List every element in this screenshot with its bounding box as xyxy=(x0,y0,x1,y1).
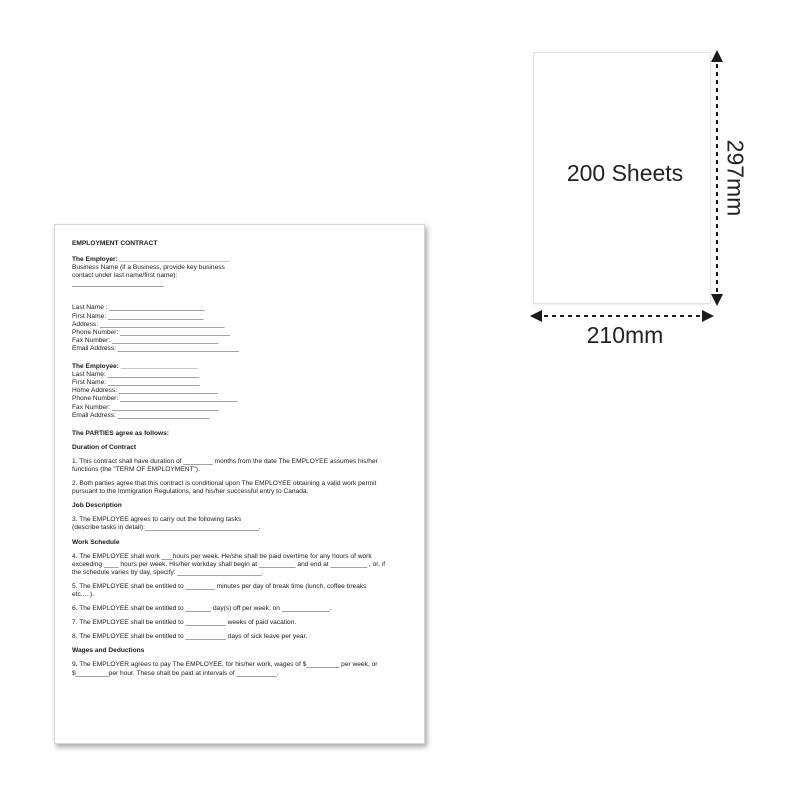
clause-1-line-1: 1. This contract shall have duration of ________ months from the date The EMPLOYEE assumes his/her xyxy=(72,457,378,465)
employee-first-name: First Name: _________________________ xyxy=(72,379,200,387)
clause-1-line-2: functions (the "TERM OF EMPLOYMENT"). xyxy=(72,465,200,473)
employer-fax: Fax Number: _____________________________ xyxy=(72,336,219,344)
clause-6: 6. The EMPLOYEE shall be entitled to _______ day(s) off per week, on _____________. xyxy=(72,605,332,613)
heading-job: Job Description xyxy=(72,502,122,510)
employer-email: Email Address: _________________________________ xyxy=(72,344,239,352)
employer-line-1: Business Name (if a Business, provide key business xyxy=(72,264,225,272)
width-dimension-label: 210mm xyxy=(586,322,664,348)
clause-2-line-1: 2. Both parties agree that this contract is conditional upon The EMPLOYEE obtaining a valid work permit xyxy=(72,480,377,488)
clause-2-line-2: pursuant to the Immigration Regulations, and his/her successful entry to Canada. xyxy=(72,488,309,496)
parties-heading: The PARTIES agree as follows: xyxy=(72,429,169,437)
employee-email: Email Address: _________________________ xyxy=(72,411,210,419)
clause-9-line-2: $_________per hour. These shall be paid at intervals of ___________. xyxy=(72,669,279,677)
employee-fax: Fax Number: _____________________________ xyxy=(72,403,219,411)
employer-line-3: _________________________ xyxy=(72,280,164,288)
employer-line-2: contact under last name/first name): xyxy=(72,272,178,280)
sheet-count-label: 200 Sheets xyxy=(566,160,684,186)
clause-7: 7. The EMPLOYEE shall be entitled to ___________ weeks of paid vacation. xyxy=(72,619,297,627)
employer-label: The Employer: ______________________________ xyxy=(72,256,230,264)
clause-3-line-1: 3. The EMPLOYEE agrees to carry out the following tasks xyxy=(72,516,242,524)
clause-4-line-3: the schedule varies by day, specify: _______________________. xyxy=(72,568,264,576)
clause-4-line-1: 4. The EMPLOYEE shall work ___hours per week. He/she shall be paid overtime for any hours of work xyxy=(72,552,372,560)
heading-duration: Duration of Contract xyxy=(72,443,137,451)
employee-last-name: Last Name: _________________________ xyxy=(72,371,200,379)
heading-schedule: Work Schedule xyxy=(72,538,120,546)
employee-phone: Phone Number: ________________________________ xyxy=(72,395,238,403)
clause-5-line-1: 5. The EMPLOYEE shall be entitled to ________ minutes per day of break time (lunch, coffee breaks xyxy=(72,582,367,590)
contract-title: EMPLOYMENT CONTRACT xyxy=(72,240,158,247)
employer-phone: Phone Number: ______________________________ xyxy=(72,328,231,336)
clause-3-line-2: (describe tasks in detail):_______________________________. xyxy=(72,524,261,532)
clause-8: 8. The EMPLOYEE shall be entitled to ___________ days of sick leave per year. xyxy=(72,633,308,641)
height-dimension-label: 297mm xyxy=(722,139,749,217)
clause-4-line-2: exceeding ____ hours per week. His/her workday shall begin at __________ and end at __________ , or, if xyxy=(72,560,386,568)
employer-first-name: First Name: __________________________ xyxy=(72,312,204,320)
employer-last-name: Last Name : __________________________ xyxy=(72,304,205,312)
clause-9-line-1: 9. The EMPLOYER agrees to pay The EMPLOYEE, for his/her work, wages of $_________ per week, or xyxy=(72,661,378,669)
clause-5-line-2: etc.....). xyxy=(72,591,94,598)
employee-label: The Employee: _____________________ xyxy=(72,363,198,371)
employer-address: Address: __________________________________ xyxy=(72,320,225,328)
employee-home-address: Home Address: ___________________________ xyxy=(72,387,218,395)
heading-wages: Wages and Deductions xyxy=(72,647,145,655)
